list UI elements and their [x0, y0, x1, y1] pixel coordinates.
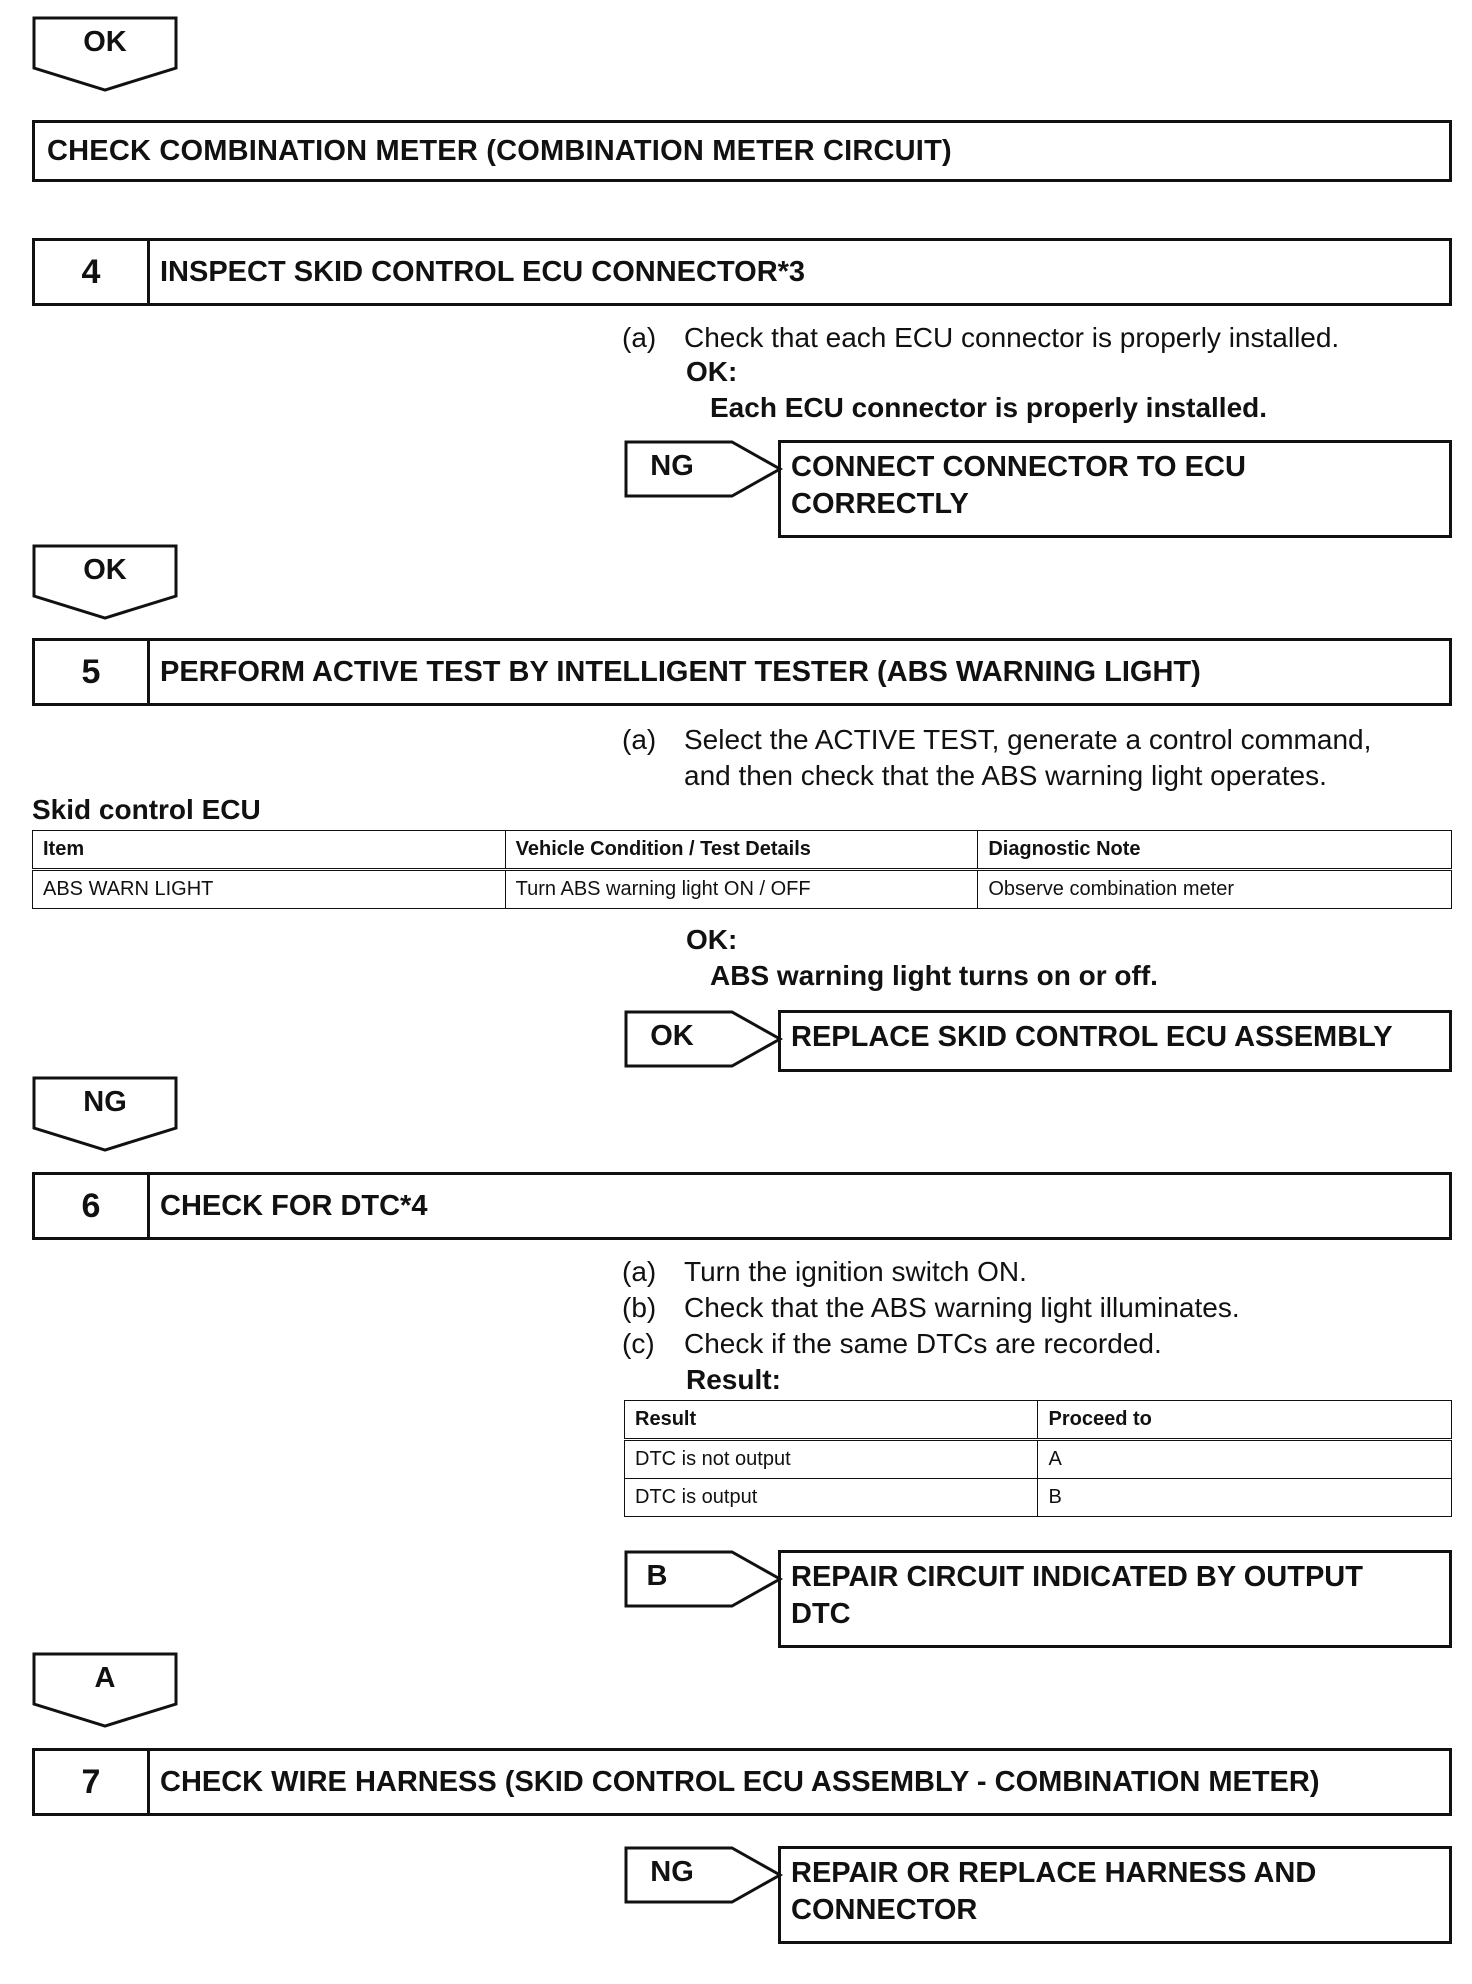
table-header: Diagnostic Note	[978, 831, 1452, 870]
table-caption: Skid control ECU	[32, 794, 261, 825]
table-row: DTC is output B	[625, 1479, 1452, 1517]
step-title: INSPECT SKID CONTROL ECU CONNECTOR*3	[160, 255, 806, 288]
header-box	[32, 120, 1452, 182]
arrow-label: OK	[83, 26, 127, 58]
ok-down-arrow-icon: OK	[32, 544, 178, 620]
table-header: Item	[33, 831, 506, 870]
table-header: Vehicle Condition / Test Details	[505, 831, 978, 870]
step-title: PERFORM ACTIVE TEST BY INTELLIGENT TESTER (ABS WARNING LIGHT)	[160, 655, 1201, 688]
ng-down-arrow-icon: NG	[32, 1076, 178, 1152]
table-header: Result	[625, 1401, 1038, 1440]
table-header: Proceed to	[1038, 1401, 1452, 1440]
list-item: (b) Check that the ABS warning light illuminates.	[622, 1292, 1240, 1323]
step-5-ok-text: ABS warning light turns on or off.	[710, 960, 1158, 991]
step-4-ok-label: OK:	[686, 356, 738, 387]
list-item: (c) Check if the same DTCs are recorded.	[622, 1328, 1162, 1359]
list-item: (a) Turn the ignition switch ON.	[622, 1256, 1027, 1287]
step-5-ok-result: REPLACE SKID CONTROL ECU ASSEMBLY	[778, 1010, 1452, 1072]
step-6-b-result: REPAIR CIRCUIT INDICATED BY OUTPUT DTC	[778, 1550, 1452, 1648]
step-5-header	[32, 638, 1452, 706]
step-4-ng-result: CONNECT CONNECTOR TO ECU CORRECTLY	[778, 440, 1452, 538]
a-down-arrow-icon: A	[32, 1652, 178, 1728]
b-right-arrow-icon: B	[624, 1550, 784, 1610]
dtc-result-table	[624, 1400, 1452, 1517]
step-4-instruction: (a) Check that each ECU connector is properly installed.	[622, 322, 1340, 353]
step-4-header	[32, 238, 1452, 306]
result-label: Result:	[686, 1364, 781, 1395]
step-title: CHECK FOR DTC*4	[160, 1189, 428, 1222]
ng-right-arrow-icon: NG	[624, 440, 784, 500]
table-row: ABS WARN LIGHT Turn ABS warning light ON / OFF Observe combination meter	[33, 870, 1452, 909]
step-7-ng-result: REPAIR OR REPLACE HARNESS AND CONNECTOR	[778, 1846, 1452, 1944]
step-5-instruction: (a) Select the ACTIVE TEST, generate a control command, and then check that the ABS warning light operates.	[622, 724, 1372, 791]
step-7-header	[32, 1748, 1452, 1816]
ok-down-arrow-icon	[32, 16, 178, 92]
active-test-table	[32, 830, 1452, 909]
step-6-instructions	[622, 1254, 1240, 1362]
step-number: 4	[35, 241, 150, 303]
table-row: DTC is not output A	[625, 1440, 1452, 1479]
step-title: CHECK WIRE HARNESS (SKID CONTROL ECU ASSEMBLY - COMBINATION METER)	[160, 1765, 1320, 1798]
step-4-ok-text: Each ECU connector is properly installed.	[710, 392, 1268, 423]
step-5-ok-label: OK:	[686, 924, 738, 955]
header-box-title: CHECK COMBINATION METER (COMBINATION METER CIRCUIT)	[47, 135, 952, 167]
step-number: 6	[35, 1175, 150, 1237]
ok-right-arrow-icon: OK	[624, 1010, 784, 1070]
step-6-header	[32, 1172, 1452, 1240]
step-number: 7	[35, 1751, 150, 1813]
ng-right-arrow-icon: NG	[624, 1846, 784, 1906]
step-number: 5	[35, 641, 150, 703]
